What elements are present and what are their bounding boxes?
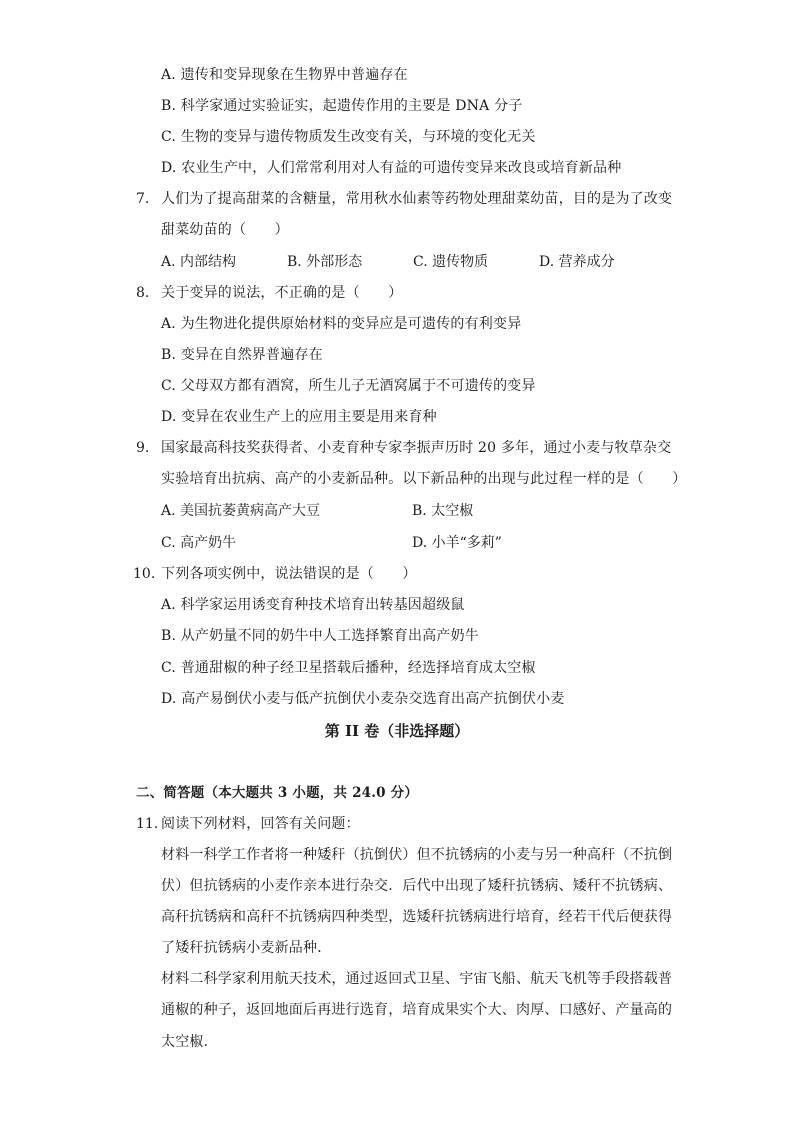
q11-number: 11.: [136, 816, 159, 832]
q9-options-row2: [161, 533, 581, 553]
q7-options-row: [161, 252, 661, 272]
q7-stem-line2: 甜菜幼苗的（ ）: [161, 222, 289, 238]
q11-material1-line: 伏）但抗锈病的小麦作亲本进行杂交．后代中出现了矮秆抗锈病、矮秆不抗锈病、: [161, 878, 673, 894]
q9-number: 9.: [136, 440, 150, 456]
q9-options-row1: [161, 501, 581, 521]
q7-option-d: D. 营养成分: [539, 254, 615, 270]
q9-option-b: B. 太空椒: [412, 503, 474, 519]
q10-stem: 下列各项实例中，说法错误的是（ ）: [161, 566, 417, 582]
q7-option-b: B. 外部形态: [287, 254, 363, 270]
q8-number: 8.: [136, 285, 150, 301]
q11-material2-line: 太空椒．: [161, 1034, 218, 1050]
q8-option-b: B. 变异在自然界普遍存在: [161, 347, 323, 363]
q7-option-c: C. 遗传物质: [413, 254, 489, 270]
q8-option-c: C. 父母双方都有酒窝，所生儿子无酒窝属于不可遗传的变异: [161, 378, 536, 394]
q9-option-c: C. 高产奶牛: [161, 535, 237, 551]
q11-material2-line: 材料二科学家利用航天技术，通过返回式卫星、宇宙飞船、航天飞机等手段搭载普: [161, 971, 673, 987]
q8-option-a: A. 为生物进化提供原始材料的变异应是可遗传的有利变异: [161, 316, 522, 332]
q6-option-d: D. 农业生产中，人们常常利用对人有益的可遗传变异来改良或培育新品种: [161, 160, 622, 176]
section-title: 第 II 卷（非选择题）: [324, 722, 470, 740]
q11-material1-line: 材料一科学工作者将一种矮秆（抗倒伏）但不抗锈病的小麦与另一种高秆（不抗倒: [161, 847, 673, 863]
q11-stem: 阅读下列材料，回答有关问题：: [161, 816, 360, 832]
q11-material1-line: 了矮秆抗锈病小麦新品种．: [161, 940, 332, 956]
q9-option-a: A. 美国抗萎黄病高产大豆: [161, 503, 321, 519]
q6-option-a: A. 遗传和变异现象在生物界中普遍存在: [161, 67, 408, 83]
part-heading: 二、简答题（本大题共 3 小题，共 24.0 分）: [136, 785, 419, 801]
q7-option-a: A. 内部结构: [161, 254, 237, 270]
q8-option-d: D. 变异在农业生产上的应用主要是用来育种: [161, 409, 437, 425]
q7-number: 7.: [136, 191, 150, 207]
q9-option-d: D. 小羊“多莉”: [412, 535, 502, 551]
q10-option-b: B. 从产奶量不同的奶牛中人工选择繁育出高产奶牛: [161, 628, 479, 644]
q10-option-c: C. 普通甜椒的种子经卫星搭载后播种，经选择培育成太空椒: [161, 660, 536, 676]
q7-stem-line1: 人们为了提高甜菜的含糖量，常用秋水仙素等药物处理甜菜幼苗，目的是为了改变: [161, 191, 673, 207]
q10-option-d: D. 高产易倒伏小麦与低产抗倒伏小麦杂交选育出高产抗倒伏小麦: [161, 691, 565, 707]
q10-option-a: A. 科学家运用诱变育种技术培育出转基因超级鼠: [161, 597, 465, 613]
q8-stem: 关于变异的说法，不正确的是（ ）: [161, 285, 403, 301]
q9-stem-line1: 国家最高科技奖获得者、小麦育种专家李振声历时 20 多年，通过小麦与牧草杂交: [161, 440, 672, 456]
q11-material1-line: 高秆抗锈病和高秆不抗锈病四种类型，选矮秆抗锈病进行培育，经若干代后便获得: [161, 909, 673, 925]
q11-material2-line: 通椒的种子，返回地面后再进行选育，培育成果实个大、肉厚、口感好、产量高的: [161, 1002, 673, 1018]
q9-stem-line2: 实验培育出抗病、高产的小麦新品种。以下新品种的出现与此过程一样的是（ ）: [161, 471, 687, 487]
q6-option-b: B. 科学家通过实验证实，起遗传作用的主要是 DNA 分子: [161, 98, 523, 114]
q10-number: 10.: [133, 566, 156, 582]
q6-option-c: C. 生物的变异与遗传物质发生改变有关，与环境的变化无关: [161, 129, 536, 145]
